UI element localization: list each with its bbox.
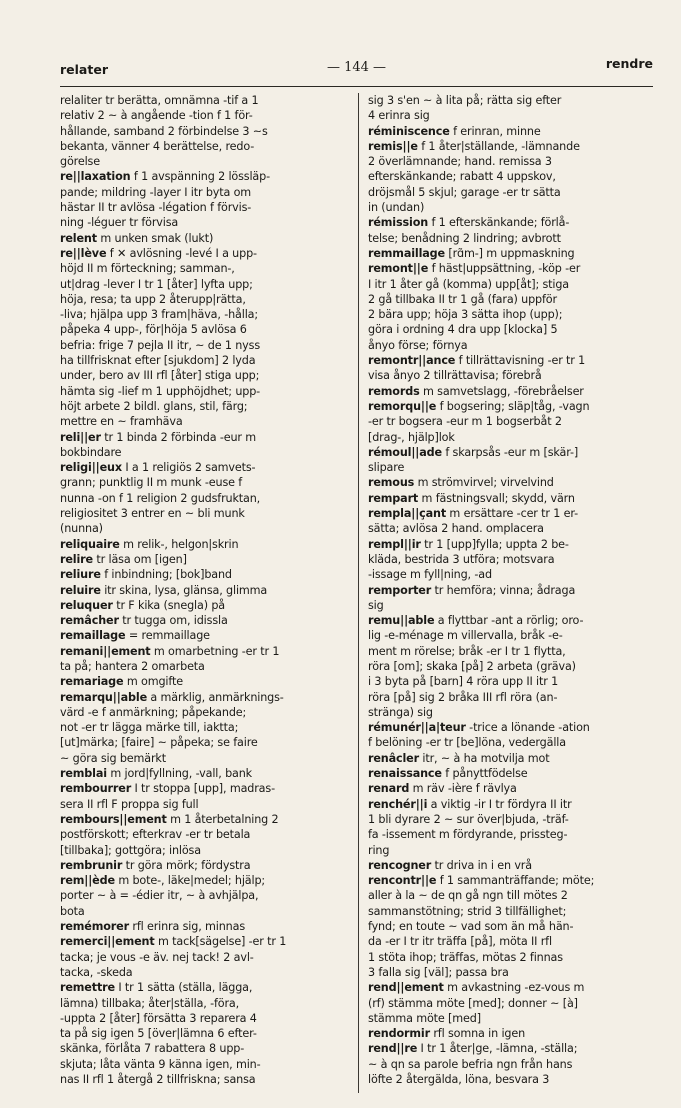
dictionary-line: pande; mildring -layer I itr byta om [60,185,252,199]
dictionary-line: not -er tr lägga märke till, iaktta; [60,721,239,735]
dictionary-line: skänka, förlåta 7 rabattera 8 upp- [60,1042,245,1056]
dictionary-line: rempl||ir tr 1 [upp]fylla; uppta 2 be- [368,537,569,551]
dictionary-line: rem||ède m bote-, läke|medel; hjälp; [60,874,266,888]
dictionary-line: remblai m jord|fyllning, -vall, bank [60,767,252,781]
dictionary-line: befria: frige 7 pejla II itr, ~ de 1 nyss [60,338,261,352]
dictionary-line: remani||ement m omarbetning -er tr 1 [60,644,280,658]
dictionary-line: reli||er tr 1 binda 2 förbinda -eur m [60,430,257,444]
dictionary-line: remerci||ement m tack[sägelse] -er tr 1 [60,935,287,949]
dictionary-line: religiositet 3 entrer en ~ bli munk [60,507,245,521]
dictionary-line: rembourrer I tr stoppa [upp], madras- [60,782,275,796]
dictionary-line: rend||ement m avkastning -ez-vous m [368,981,585,995]
dictionary-line: remontr||ance f tillrättavisning -er tr 1 [368,354,586,368]
dictionary-line: löfte 2 återgälda, löna, besvara 3 [368,1073,550,1086]
dictionary-line: remémorer rfl erinra sig, minnas [60,920,245,934]
dictionary-line: rencogner tr driva in i en vrå [368,858,532,872]
dictionary-line: reliquaire m relik-, helgon|skrin [60,537,239,551]
dictionary-line: hämta sig -lief m 1 upphöjdhet; upp- [60,384,261,398]
dictionary-line: remariage m omgifte [60,675,183,689]
dictionary-line: sera II rfl F proppa sig full [60,797,199,811]
dictionary-line: telse; benådning 2 lindring; avbrott [368,231,561,245]
header-first-word: relater [60,62,108,77]
dictionary-line: höjd II m förteckning; samman-, [60,262,235,276]
page-number: — 144 — [326,60,387,75]
dictionary-line: remporter tr hemföra; vinna; ådraga [368,583,576,597]
dictionary-line: sig 3 s'en ~ à lita på; rätta sig efter [368,94,562,107]
dictionary-line: lämna) tillbaka; åter|ställa, -föra, [60,996,240,1010]
page-header [60,56,653,76]
dictionary-line: renâcler itr, ~ à ha motvilja mot [368,751,550,765]
dictionary-line: da -er I tr itr träffa [på], möta II rfl [368,935,552,949]
dictionary-line: ring [368,843,390,857]
dictionary-line: fa -issement m fördyrande, prissteg- [368,828,568,842]
dictionary-line: tacka; je vous -e äv. nej tack! 2 avl- [60,950,254,964]
dictionary-line: sätta; avlösa 2 hand. omplacera [368,522,544,536]
dictionary-line: 4 erinra sig [368,109,430,123]
dictionary-line: renard m räv -ière f rävlya [368,782,517,796]
dictionary-line: lig -e-ménage m villervalla, bråk -e- [368,629,563,643]
dictionary-line: reliure f inbindning; [bok]band [60,568,232,582]
dictionary-line: ~ à qn sa parole befria ngn från hans [368,1057,573,1071]
dictionary-line: relire tr läsa om [igen] [60,552,187,566]
dictionary-line: tacka, -skeda [60,965,133,979]
dictionary-line: porter ~ à = -édier itr, ~ à avhjälpa, [60,889,259,903]
column-divider [358,93,359,1093]
dictionary-line: bota [60,904,85,918]
dictionary-line: göra i ordning 4 dra upp [klocka] 5 [368,323,558,337]
dictionary-line: efterskänkande; rabatt 4 uppskov, [368,170,556,184]
dictionary-line: re||lève f ✕ avlösning -levé I a upp- [60,246,257,260]
dictionary-line: under, bero av III rfl [åter] stiga upp; [60,369,260,383]
dictionary-line: ta på; hantera 2 omarbeta [60,659,205,673]
dictionary-line: remmaillage [rɑ̃m-] m uppmaskning [368,246,575,260]
dictionary-line: remous m strömvirvel; virvelvind [368,476,554,490]
dictionary-line: rencontr||e f 1 sammanträffande; möte; [368,874,595,888]
dictionary-line: [tillbaka]; gottgöra; inlösa [60,843,201,857]
dictionary-line: ment m rörelse; bråk -er I tr 1 flytta, [368,644,566,658]
dictionary-line: skjuta; låta vänta 9 känna igen, min- [60,1057,261,1071]
dictionary-line: -uppta 2 [åter] försätta 3 reparera 4 [60,1011,257,1025]
dictionary-line: ta på sig igen 5 [över|lämna 6 efter- [60,1027,257,1041]
dictionary-line: ut|drag -lever I tr 1 [åter] lyfta upp; [60,277,253,291]
dictionary-line: stämma möte [med] [368,1011,481,1025]
dictionary-line: 3 falla sig [väl]; passa bra [368,965,509,979]
dictionary-line: remaillage = remmaillage [60,629,210,643]
dictionary-line: rempart m fästningsvall; skydd, värn [368,491,575,505]
dictionary-line: 1 bli dyrare 2 ~ sur över|bjuda, -träf- [368,812,569,826]
dictionary-line: rendormir rfl somna in igen [368,1027,526,1041]
dictionary-line: 1 stöta ihop; träffas, mötas 2 finnas [368,950,563,964]
dictionary-line: dröjsmål 5 skjul; garage -er tr sätta [368,185,561,199]
dictionary-line: réminiscence f erinran, minne [368,124,541,138]
dictionary-line: reluire itr skina, lysa, glänsa, glimma [60,583,268,597]
dictionary-line: höja, resa; ta upp 2 återupp|rätta, [60,292,246,306]
dictionary-line: renchér||i a viktig -ir I tr fördyra II itr [368,797,572,811]
dictionary-line: relativ 2 ~ à angående -tion f 1 för- [60,109,253,123]
dictionary-line: remettre I tr 1 sätta (ställa, lägga, [60,981,253,995]
dictionary-line: bekanta, vänner 4 berättelse, redo- [60,139,255,153]
dictionary-line: postförskott; efterkrav -er tr betala [60,828,251,842]
left-column [60,93,350,1087]
dictionary-line: rembours||ement m 1 återbetalning 2 [60,812,279,826]
dictionary-line: [ut]märka; [faire] ~ påpeka; se faire [60,736,258,750]
dictionary-line: I itr 1 åter gå (komma) upp[åt]; stiga [368,277,570,291]
dictionary-line: röra [om]; skaka [på] 2 arbeta (gräva) [368,659,576,673]
dictionary-line: nas II rfl 1 återgå 2 tillfriskna; sansa [60,1073,256,1086]
dictionary-line: stränga) sig [368,705,433,719]
dictionary-line: sig [368,598,384,612]
dictionary-line: -issage m fyll|ning, -ad [368,568,492,582]
dictionary-line: sammanstötning; strid 3 tillfällighet; [368,904,567,918]
dictionary-line: f belöning -er tr [be]löna, vedergälla [368,736,566,750]
dictionary-line: ha tillfrisknat efter [sjukdom] 2 lyda [60,354,256,368]
dictionary-line: mettre en ~ framhäva [60,415,183,429]
dictionary-line: ånyo förse; förnya [368,338,468,352]
dictionary-line: rembrunir tr göra mörk; fördystra [60,858,251,872]
dictionary-line: remorqu||e f bogsering; släp|tåg, -vagn [368,399,590,413]
dictionary-line: rémunér||a|teur -trice a lönande -ation [368,721,590,735]
dictionary-line: (nunna) [60,522,103,536]
dictionary-line: remont||e f häst|uppsättning, -köp -er [368,262,581,276]
dictionary-line: höjt arbete 2 bildl. glans, stil, färg; [60,399,248,413]
dictionary-line: bokbindare [60,445,122,459]
dictionary-line: [drag-, hjälp]lok [368,430,455,444]
dictionary-line: (rf) stämma möte [med]; donner ~ [à] [368,996,578,1010]
dictionary-line: rémission f 1 efterskänkande; förlå- [368,216,570,230]
dictionary-line: re||laxation f 1 avspänning 2 lössläp- [60,170,270,184]
dictionary-line: -er tr bogsera -eur m 1 bogserbåt 2 [368,415,562,429]
dictionary-line: görelse [60,155,100,169]
right-column [368,93,654,1087]
dictionary-line: påpeka 4 upp-, för|höja 5 avlösa 6 [60,323,247,337]
dictionary-line: remu||able a flyttbar -ant a rörlig; oro- [368,614,584,628]
dictionary-line: 2 gå tillbaka II tr 1 gå (fara) uppför [368,292,557,306]
dictionary-line: värd -e f anmärkning; påpekande; [60,705,247,719]
dictionary-line: relent m unken smak (lukt) [60,231,214,245]
dictionary-line: rend||re I tr 1 åter|ge, -lämna, -ställa; [368,1042,578,1056]
dictionary-line: kläda, bestrida 3 utföra; motsvara [368,552,555,566]
dictionary-line: rémoul||ade f skarpsås -eur m [skär-] [368,445,579,459]
dictionary-line: rempla||çant m ersättare -cer tr 1 er- [368,507,578,521]
dictionary-line: ning -léguer tr förvisa [60,216,179,230]
header-rule [60,86,653,87]
dictionary-line: fynd; en toute ~ vad som än må hän- [368,920,574,934]
dictionary-line: hästar II tr avlösa -légation f förvis- [60,201,252,215]
dictionary-line: 2 bära upp; höja 3 sätta ihop (upp); [368,308,563,322]
dictionary-line: slipare [368,461,405,475]
dictionary-line: grann; punktlig II m munk -euse f [60,476,243,490]
dictionary-line: aller à la ~ de qn gå ngn till mötes 2 [368,889,568,903]
dictionary-line: -liva; hjälpa upp 3 fram|häva, -hålla; [60,308,258,322]
dictionary-line: remords m samvetslagg, -förebråelser [368,384,584,398]
dictionary-line: remis||e f 1 åter|ställande, -lämnande [368,139,580,153]
dictionary-line: röra [på] sig 2 bråka III rfl röra (an- [368,690,558,704]
dictionary-line: remâcher tr tugga om, idissla [60,614,228,628]
dictionary-line: relaliter tr berätta, omnämna -tif a 1 [60,94,259,107]
dictionary-line: reluquer tr F kika (snegla) på [60,598,225,612]
dictionary-line: i 3 byta på [barn] 4 röra upp II itr 1 [368,675,559,689]
header-last-word: rendre [605,56,653,71]
dictionary-line: religi||eux I a 1 religiös 2 samvets- [60,461,256,475]
dictionary-line: in (undan) [368,201,425,215]
dictionary-line: ~ göra sig bemärkt [60,751,166,765]
dictionary-line: hållande, samband 2 förbindelse 3 ~s [60,124,268,138]
dictionary-line: 2 överlämnande; hand. remissa 3 [368,155,552,169]
dictionary-line: nunna -on f 1 religion 2 gudsfruktan, [60,491,261,505]
dictionary-line: renaissance f pånyttfödelse [368,767,528,781]
dictionary-line: remarqu||able a märklig, anmärknings- [60,690,284,704]
dictionary-line: visa ånyo 2 tillrättavisa; förebrå [368,369,542,383]
